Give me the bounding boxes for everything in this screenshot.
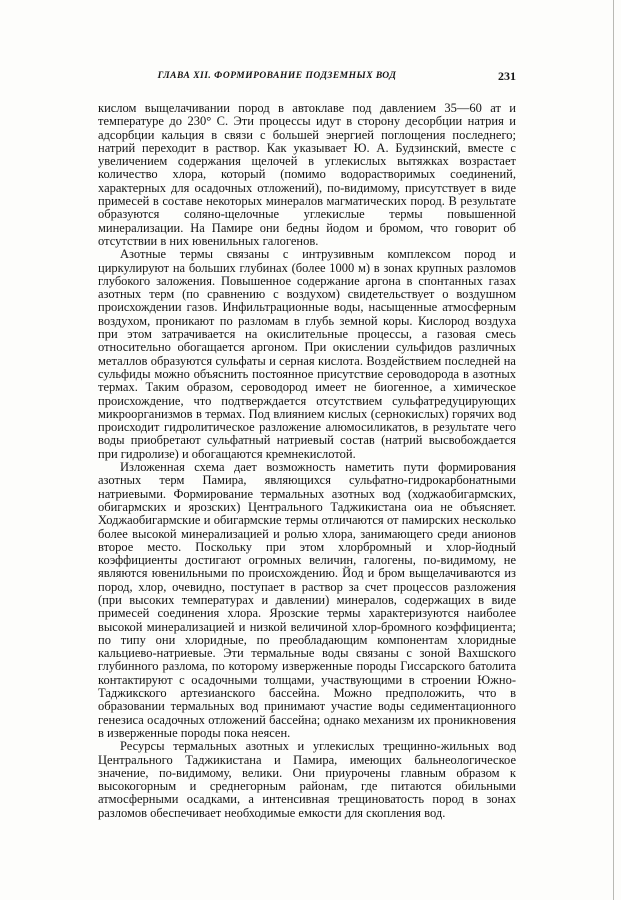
page-header bbox=[98, 71, 516, 87]
body-text bbox=[98, 102, 516, 820]
paragraph-2: Азотные термы связаны с интрузивным комплексом пород и циркулируют на больших глубинах (более 1000 м) в зонах крупных разломов глубокого заложения. Повышенное содержание аргона в спонтанных газах азотных терм (по сравнению с воздухом) свидетельствует о воздушном происхождении газов. Инфильтрационные воды, насыщенные атмосферным воздухом, проникают по разломам в глубь земной коры. Кислород воздуха при этом затрачивается на окислительные процессы, а газовая смесь относительно обогащается аргоном. При окислении сульфидов различных металлов образуются сульфаты и серная кислота. Воздействием последней на сульфиды можно объяснить постоянное присутствие сероводорода в азотных термах. Таким образом, сероводород имеет не биогенное, а химическое происхождение, что подтверждается отсутствием сульфатредуцирующих микроорганизмов в термах. Под влиянием кислых (сернокислых) горячих вод происходит гидролитическое разложение алюмосиликатов, в результате чего воды приобретают сульфатный натриевый состав (натрий высвобождается при гидролизе) и обогащаются кремнекислотой. bbox=[98, 247, 516, 461]
page-number: 231 bbox=[498, 69, 516, 83]
paragraph-3: Изложенная схема дает возможность наметить пути формирования азотных терм Памира, являющихся сульфатно-гидрокарбонатными натриевыми. Формирование термальных азотных вод (ходжаобигармских, обигармских и ярозских) Центрального Таджикистана оиа не объясняет. Ходжаобигармские и обигармские термы отличаются от памирских несколько более высокой минерализацией и ролью хлора, занимающего среди анионов второе место. Поскольку при этом хлорбромный и хлор-йодный коэффициенты достигают огромных величин, галогены, по-видимому, не являются ювенильными по происхождению. Йод и бром выщелачиваются из пород, хлор, очевидно, поступает в раствор за счет процессов разложения (при высоких температурах и давлении) минералов, содержащих в виде примесей соединения хлора. Ярозские термы характеризуются наиболее высокой минерализацией и низкой величиной хлор-бромного коэффициента; по типу они хлоридные, по преобладающим компонентам хлоридные кальциево-натриевые. Эти термальные воды связаны с зоной Вахшского глубинного разлома, по которому изверженные породы Гиссарского батолита контактируют с осадочными толщами, участвующими в строении Южно-Таджикского артезианского бассейна. Можно предположить, что в образовании термальных вод принимают участие воды седиментационного генезиса осадочных отложений бассейна; однако механизм их проникновения в изверженные породы пока неясен. bbox=[98, 460, 516, 740]
paragraph-4: Ресурсы термальных азотных и углекислых трещинно-жильных вод Центрального Таджикистана и Памира, имеющих бальнеологическое значение, по-видимому, велики. Они приурочены главным образом к высокогорным и среднегорным районам, где питаются обильными атмосферными осадками, а интенсивная трещиноватость пород в зонах разломов обеспечивает необходимые емкости для скопления вод. bbox=[98, 739, 516, 820]
page-edge-rule bbox=[613, 0, 614, 900]
paragraph-1: кислом выщелачивании пород в автоклаве под давлением 35—60 ат и температуре до 230° С. Эти процессы идут в сторону десорбции натрия и адсорбции кальция в связи с большей энергией поглощения последнего; натрий переходит в раствор. Как указывает Ю. А. Будзинский, вместе с увеличением содержания щелочей в углекислых вытяжках возрастает количество хлора, который (помимо водорастворимых соединений, характерных для осадочных отложений), по-видимому, присутствует в виде примесей в составе некоторых минералов магматических пород. В результате образуются соляно-щелочные углекислые термы повышенной минерализации. На Памире они бедны йодом и бромом, что говорит об отсутствии в них ювенильных галогенов. bbox=[98, 101, 516, 248]
running-title: ГЛАВА XII. ФОРМИРОВАНИЕ ПОДЗЕМНЫХ ВОД bbox=[157, 71, 397, 81]
